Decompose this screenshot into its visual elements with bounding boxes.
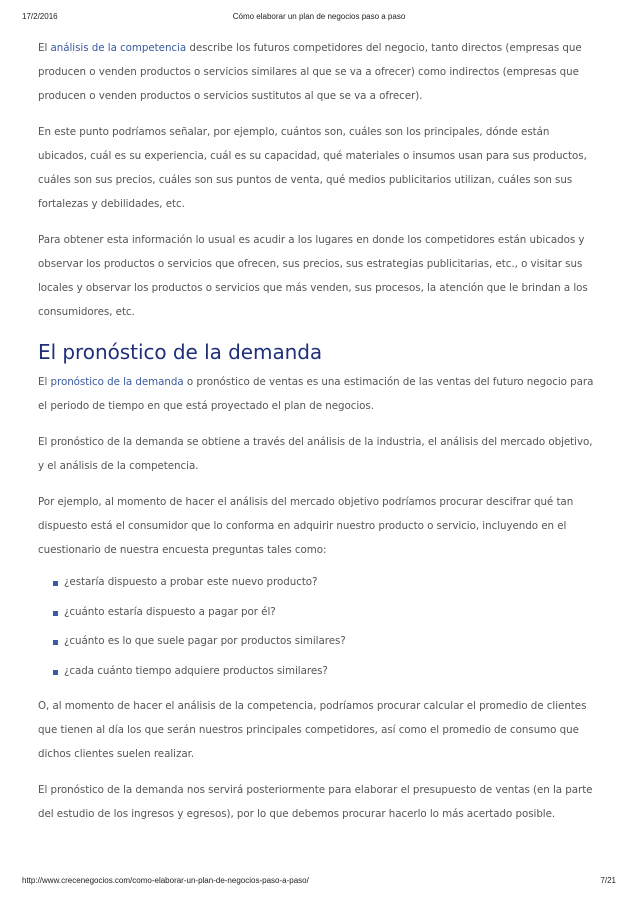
paragraph-competition-average: O, al momento de hacer el análisis de la competencia, podríamos procurar calcular el promedio de clientes que tienen al día los que serán nuestros principales competidores, así como el promedio de consumo que dichos clientes suelen realizar. (38, 700, 587, 760)
paragraph-demand-forecast-definition (38, 370, 596, 418)
paragraph-obtaining-information: Para obtener esta información lo usual es acudir a los lugares en donde los competidores están ubicados y observar los productos o servicios que ofrecen, sus precios, sus estrategias publicitarias, etc., o visitar sus locales y observar los productos o servicios que más venden, sus procesos, la atención que le brindan a los consumidores, etc. (38, 234, 588, 318)
survey-questions-list (38, 568, 596, 686)
list-item (64, 627, 596, 657)
page-url: http://www.crecenegocios.com/como-elaborar-un-plan-de-negocios-paso-a-paso/ (22, 876, 309, 885)
paragraph-competitor-details: En este punto podríamos señalar, por ejemplo, cuántos son, cuáles son los principales, dónde están ubicados, cuál es su experiencia, cuál es su capacidad, qué materiales o insumos usan para sus productos, cuáles son sus precios, cuáles son sus puntos de venta, qué medios publicitarios utilizan, cuáles son sus fortalezas y debilidades, etc. (38, 126, 587, 210)
section-heading-demand-forecast: El pronóstico de la demanda (38, 340, 323, 364)
paragraph-text: describe los futuros competidores del negocio, tanto directos (empresas que producen o venden productos o servicios similares al que se va a ofrecer) como indirectos (empresas que producen o venden productos o servicios sustitutos al que se va a ofrecer). (38, 42, 582, 102)
page-number: 7/21 (600, 876, 616, 885)
list-item (64, 568, 596, 598)
bullet-icon (53, 611, 58, 616)
print-title: Cómo elaborar un plan de negocios paso a paso (232, 12, 406, 21)
print-footer (22, 876, 616, 888)
paragraph-text: El (38, 376, 51, 388)
bullet-icon (53, 670, 58, 675)
paragraph-sales-budget: El pronóstico de la demanda nos servirá posteriormente para elaborar el presupuesto de ventas (en la parte del estudio de los ingresos y egresos), por lo que debemos procurar hacerlo lo más acertado posible. (38, 784, 593, 820)
paragraph-text: El (38, 42, 51, 54)
paragraph-competition-analysis (38, 36, 596, 108)
article-content (38, 36, 596, 838)
print-header (22, 12, 616, 24)
list-item (64, 598, 596, 628)
print-date: 17/2/2016 (22, 12, 58, 21)
list-item (64, 657, 596, 687)
bullet-icon (53, 640, 58, 645)
paragraph-example-market: Por ejemplo, al momento de hacer el análisis del mercado objetivo podríamos procurar descifrar qué tan dispuesto está el consumidor que lo conforma en adquirir nuestro producto o servicio, incluyendo en el cuestionario de nuestra encuesta preguntas tales como: (38, 496, 574, 556)
bullet-icon (53, 581, 58, 586)
list-item-text: ¿cada cuánto tiempo adquiere productos similares? (64, 664, 328, 677)
list-item-text: ¿cuánto estaría dispuesto a pagar por él? (64, 605, 276, 618)
paragraph-text: o pronóstico de ventas es una estimación de las ventas del futuro negocio para el periodo de tiempo en que está proyectado el plan de negocios. (38, 376, 594, 412)
demand-forecast-link[interactable]: pronóstico de la demanda (50, 376, 184, 388)
competition-analysis-link[interactable]: análisis de la competencia (50, 42, 187, 54)
list-item-text: ¿estaría dispuesto a probar este nuevo producto? (64, 576, 318, 588)
paragraph-demand-forecast-sources: El pronóstico de la demanda se obtiene a través del análisis de la industria, el análisis del mercado objetivo, y el análisis de la competencia. (38, 436, 593, 472)
list-item-text: ¿cuánto es lo que suele pagar por productos similares? (64, 635, 346, 647)
